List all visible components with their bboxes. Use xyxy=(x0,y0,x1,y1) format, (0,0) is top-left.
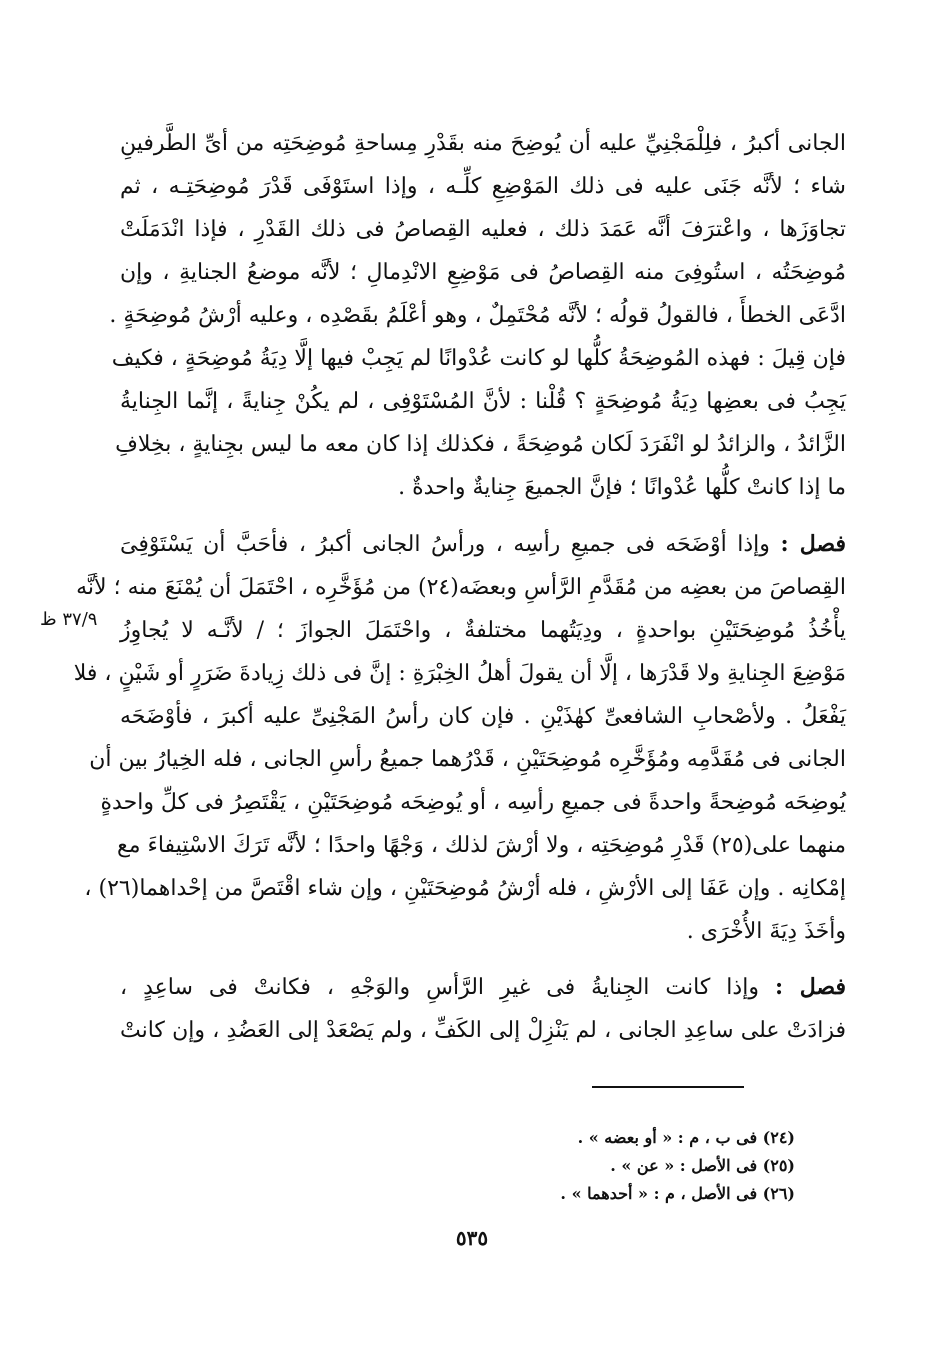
text-line: يأْخُذُ مُوضِحَتَيْنِ بواحدةٍ ، ودِيَتُهما مختلفةٌ ، واحْتَمَلَ الجوازَ ؛ / لأنَّـه لا يُجاوِزُ xyxy=(120,618,846,643)
text-line: القِصاصَ من بعضِه من مُقَدَّمِ الرَّأسِ وبعضَه(٢٤) من مُؤَخَّرِه ، احْتَمَلَ أن يُمْنَعَ منه ؛ لأنَّه xyxy=(76,575,846,600)
text-line: مَوْضِعَ الجِنايةِ ولا قَدْرَها ، إلَّا أن يقولَ أهلُ الخِبْرَةِ : إنَّ فى ذلك زِيادةَ ضَرَرٍ أو شَيْنٍ ، فلا xyxy=(73,661,846,686)
text-line xyxy=(120,523,846,566)
paragraph-4 xyxy=(120,966,846,1052)
section-label-fasl: فصل : xyxy=(774,974,847,1000)
footnote-divider xyxy=(592,1086,744,1088)
page-number: ٥٣٥ xyxy=(455,1226,489,1250)
text-line: منهما على(٢٥) قَدْرِ مُوضِحَتِه ، ولا أرْشَ لذلك ، وَجْهًا واحدًا ؛ لأنَّه تَرَكَ الاسْتِيفاءَ مع xyxy=(116,833,846,858)
text-line: فإن قِيلَ : فهذه المُوضِحَةُ كلُّها لو كانت عُدْوانًا لم يَجِبْ فيها إلَّا دِيَةُ مُوضِحَةٍ ، فكيف xyxy=(111,346,846,371)
text-segment: وإذا كانت الجِنايةُ فى غيرِ الرَّأسِ والوَجْهِ ، فكانتْ فى ساعِدٍ ، xyxy=(120,975,759,1000)
text-line: ما إذا كانتْ كلُّها عُدْوانًا ؛ فإنَّ الجميعَ جِنايةٌ واحدةٌ . xyxy=(398,475,846,500)
text-line: فزادَتْ على ساعِدِ الجانى ، لم يَنْزِلْ إلى الكَفِّ ، ولم يَصْعَدْ إلى العَضُدِ ، وإن كانتْ xyxy=(120,1018,846,1043)
margin-folio-note: ٣٧/٩ ظ xyxy=(40,609,98,630)
text-line: تجاوَزَها ، واعْترَفَ أنَّه عَمَدَ ذلك ، فعليه القِصاصُ فى ذلك القَدْرِ ، فإذا انْدَمَلَتْ xyxy=(120,217,846,242)
text-line: الجانى فى مُقَدَّمِه ومُؤَخَّرِه مُوضِحَتَيْنِ ، قَدْرُهما جميعُ رأسِ الجانى ، فله الخِيارُ بين أن xyxy=(89,747,846,772)
paragraph-3 xyxy=(73,523,846,953)
text-line: مُوضِحَتُه ، استُوفِىَ منه القِصاصُ فى مَوْضِعِ الانْدِمالِ ؛ لأنَّه موضعُ الجنايةِ ، وإن xyxy=(120,260,846,285)
text-segment: وإذا أوْضَحَه فى جميعِ رأسِه ، ورأسُ الجانى أكبرُ ، فأحَبَّ أن يَسْتَوْفِىَ xyxy=(120,532,770,557)
text-line: يُوضِحَه مُوضِحةً واحدةً فى جميعِ رأسِه ، أو يُوضِحَه مُوضِحَتَيْنِ ، يَقْتَصِرُ فى كلِّ واحدةٍ xyxy=(100,790,846,815)
paragraph-2 xyxy=(111,337,846,509)
footnote: (٢٦) فى الأصل ، م : « أحدهما » . xyxy=(560,1184,795,1203)
text-line: إمْكانِه . وإن عَفَا إلى الأرْشِ ، فله أرْشُ مُوضِحَتَيْنِ ، وإن شاء اقْتَصَّ من إحْداهما(٢٦) ، xyxy=(84,876,846,901)
footnote: (٢٥) فى الأصل : « عن » . xyxy=(610,1156,795,1175)
text-line: يَفْعَلُ . ولأصْحابِ الشافعىِّ كهٰذَيْنِ . فإن كان رأسُ المَجْنِىِّ عليه أكبرَ ، فأوْضَحَه xyxy=(120,704,846,729)
text-line: الزَّائدُ ، والزائدُ لو انْفَرَدَ لَكان مُوضِحَةً ، فكذلك إذا كان معه ما ليس بجِنايةٍ ، بخِلافِ xyxy=(115,432,846,457)
paragraph-1 xyxy=(109,122,846,337)
text-line: الجانى أكبرُ ، فلِلْمَجْنِيِّ عليه أن يُوضِحَ منه بقَدْرِ مِساحةِ مُوضِحَتِه من أىِّ الطَّرفينِ xyxy=(120,131,846,156)
footnote: (٢٤) فى ب ، م : « أو بعضه » . xyxy=(577,1128,795,1147)
text-line: ادَّعَى الخطأَ ، فالقولُ قولُه ؛ لأنَّه مُحْتَمِلٌ ، وهو أعْلَمُ بقَصْدِه ، وعليه أرْشُ مُوضِحَةٍ . xyxy=(109,303,846,328)
text-line: وأخَذَ دِيَةَ الأُخْرَى . xyxy=(686,919,846,944)
text-line: يَجِبُ فى بعضِها دِيَةُ مُوضِحَةٍ ؟ قُلْنا : لأنَّ المُسْتَوْفِى ، لم يكُنْ جِنايةً ، إنَّما الجِنايةُ xyxy=(120,389,846,414)
text-line: شاء ؛ لأنَّه جَنَى عليه فى ذلك المَوْضِعِ كلِّـه ، وإذا استَوْفَى قَدْرَ مُوضِحَتِـه ، ثم xyxy=(120,174,846,199)
footnotes xyxy=(400,1124,795,1208)
text-line xyxy=(120,966,846,1009)
section-label-fasl: فصل : xyxy=(780,531,846,557)
